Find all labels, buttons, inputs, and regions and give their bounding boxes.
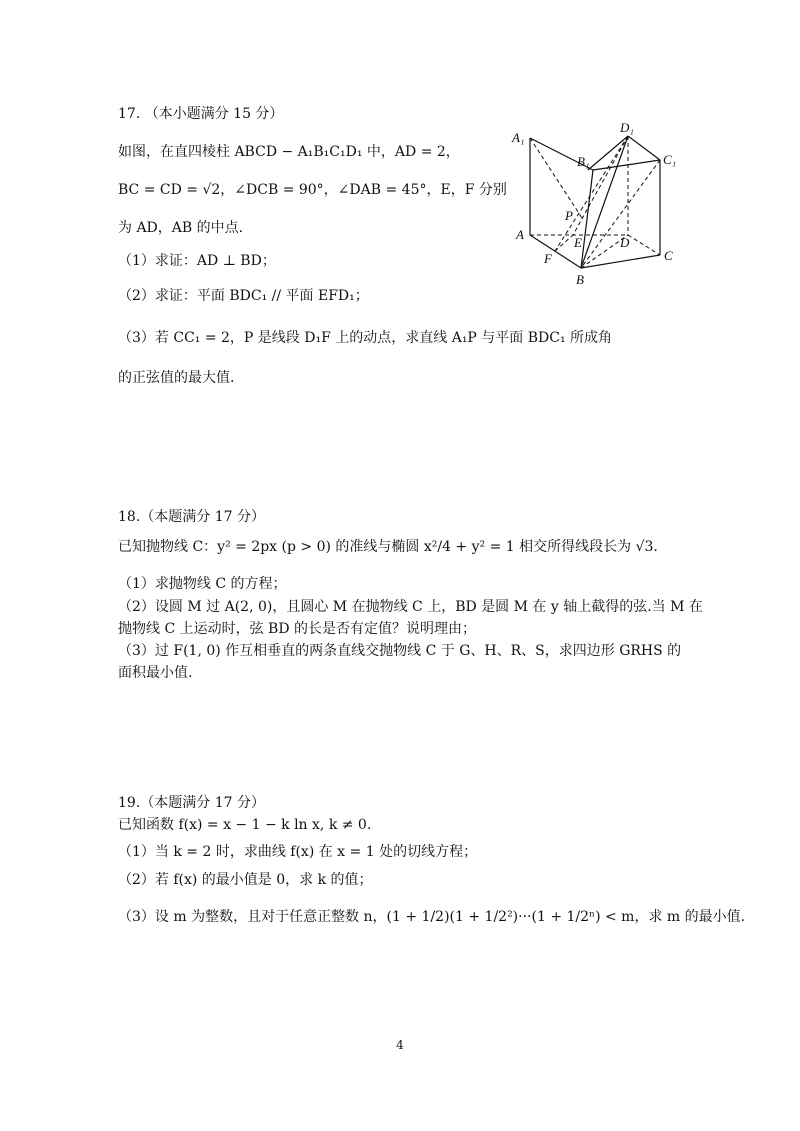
- q17-header: 17. （本小题满分 15 分）: [118, 106, 284, 122]
- q17-line-2: BC = CD = √2，∠DCB = 90°，∠DAB = 45°，E，F 分别: [118, 182, 507, 198]
- label-P: P: [565, 208, 573, 223]
- q17-line-7: 的正弦值的最大值.: [118, 370, 235, 386]
- label-D1: D₁: [620, 120, 634, 135]
- page-number: 4: [396, 1038, 404, 1052]
- q19-line-4: （3）设 m 为整数，且对于任意正整数 n，(1 + 1/2)(1 + 1/2²)···(1 + 1/2ⁿ) < m，求 m 的最小值.: [118, 909, 746, 925]
- q19-header: 19.（本题满分 17 分）: [118, 795, 265, 811]
- q18-line-1: 已知抛物线 C：y² = 2px (p > 0) 的准线与椭圆 x²/4 + y² = 1 相交所得线段长为 √3.: [118, 539, 658, 555]
- q19-line-2: （1）当 k = 2 时，求曲线 f(x) 在 x = 1 处的切线方程；: [118, 844, 478, 860]
- q18-line-2: （1）求抛物线 C 的方程；: [118, 576, 287, 592]
- q18-line-4: 抛物线 C 上运动时，弦 BD 的长是否有定值？说明理由；: [118, 621, 477, 637]
- q17-line-4: （1）求证：AD ⊥ BD；: [118, 253, 276, 269]
- label-E: E: [574, 235, 582, 250]
- label-B1: B₁: [577, 154, 590, 169]
- q17-line-5: （2）求证：平面 BDC₁ // 平面 EFD₁；: [118, 288, 369, 304]
- q17-line-3: 为 AD，AB 的中点.: [118, 220, 244, 236]
- q18-header: 18.（本题满分 17 分）: [118, 509, 265, 525]
- label-A1: A₁: [512, 130, 525, 145]
- label-F: F: [544, 251, 552, 266]
- label-A: A: [516, 227, 524, 242]
- label-C: C: [664, 248, 673, 263]
- q18-line-5: （3）过 F(1, 0) 作互相垂直的两条直线交抛物线 C 于 G、H、R、S，求四边形 GRHS 的: [118, 643, 682, 659]
- q18-line-6: 面积最小值.: [118, 665, 193, 681]
- q17-line-1: 如图，在直四棱柱 ABCD − A₁B₁C₁D₁ 中，AD = 2，: [118, 144, 460, 160]
- q17-line-6: （3）若 CC₁ = 2，P 是线段 D₁F 上的动点，求直线 A₁P 与平面 BDC₁ 所成角: [118, 330, 613, 346]
- q19-line-1: 已知函数 f(x) = x − 1 − k ln x, k ≠ 0.: [118, 817, 372, 833]
- q19-line-3: （2）若 f(x) 的最小值是 0，求 k 的值；: [118, 872, 373, 888]
- label-C1: C₁: [663, 152, 677, 167]
- label-B: B: [576, 272, 584, 287]
- label-D: D: [620, 235, 630, 250]
- q18-line-3: （2）设圆 M 过 A(2, 0)，且圆心 M 在抛物线 C 上，BD 是圆 M 在 y 轴上截得的弦.当 M 在: [118, 599, 703, 615]
- prism-figure: [508, 118, 690, 288]
